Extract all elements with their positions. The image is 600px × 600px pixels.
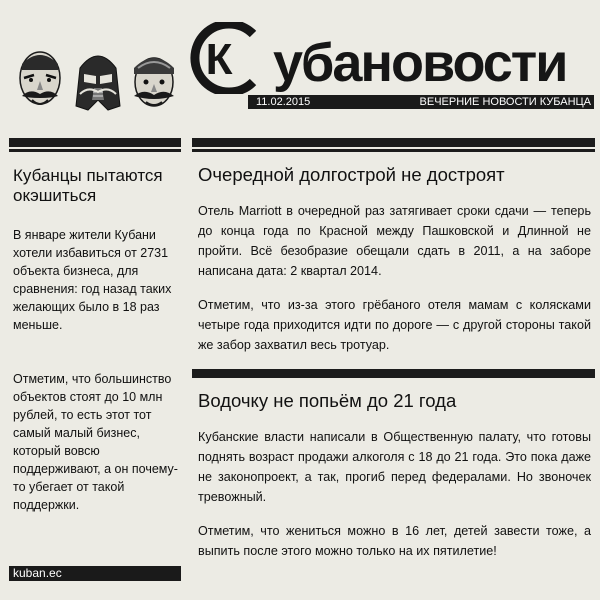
sidebar-body bbox=[13, 226, 183, 514]
brand-letter: К bbox=[205, 35, 233, 84]
article-divider bbox=[192, 369, 595, 378]
sidebar-paragraph: Отметим, что большинство объектов стоят до 10 млн рублей, то есть этот тот самый малый бизнес, который вовсю поддерживают, а он почему-то убегает от такой поддержки. bbox=[13, 372, 178, 512]
column-divider-thin bbox=[192, 149, 595, 152]
brand-name: убановости bbox=[273, 33, 567, 93]
article-headline: Очередной долгострой не достроят bbox=[198, 164, 505, 185]
article-paragraph: Отель Marriott в очередной раз затягивает сроки сдачи — теперь до конца года по Красной между Пашковской и Длинной не пройти. Всё безобразие обещали сдать в 2011, а на заборе написана дата: 2 квартал 2014. bbox=[198, 204, 591, 278]
site-link[interactable]: kuban.ec bbox=[9, 566, 181, 581]
sidebar-headline: Кубанцы пытаются окэшиться bbox=[13, 166, 163, 205]
article-marriott bbox=[192, 163, 595, 355]
sidebar-paragraph: В январе жители Кубани хотели избавиться от 2731 объекта бизнеса, для сравнения: год назад таких желающих было в 18 раз меньше. bbox=[13, 228, 172, 332]
article-alcohol bbox=[192, 389, 595, 561]
main-column bbox=[192, 138, 595, 575]
column-divider bbox=[9, 138, 181, 147]
article-body bbox=[198, 427, 591, 561]
sidebar-column bbox=[9, 138, 181, 550]
cossack-hat-face-icon bbox=[134, 58, 174, 106]
column-divider bbox=[192, 138, 595, 147]
article-body bbox=[198, 201, 591, 355]
cossack-masks-illustration bbox=[14, 48, 182, 114]
article-paragraph: Кубанские власти написали в Общественную палату, что готовы поднять возраст продажи алкоголя с 18 до 21 года. Это пока даже не законопроект, а так, прогиб перед федералами. Но звоночек тревожный. bbox=[198, 430, 591, 504]
article-paragraph: Отметим, что из-за этого грёбаного отеля мамам с колясками четыре года приходится идти по дороге — с другой стороны такой же забор захватил весь тротуар. bbox=[198, 298, 591, 352]
cossack-face-icon bbox=[20, 52, 60, 104]
date-bar bbox=[248, 95, 594, 109]
darth-vader-icon bbox=[76, 56, 120, 110]
article-paragraph: Отметим, что жениться можно в 16 лет, детей завести тоже, а выпить после этого можно только на их пятилетие! bbox=[198, 524, 591, 558]
column-divider-thin bbox=[9, 149, 181, 152]
tagline: ВЕЧЕРНИЕ НОВОСТИ КУБАНЦА bbox=[419, 96, 591, 108]
masthead bbox=[0, 0, 600, 122]
article-headline: Водочку не попьём до 21 года bbox=[198, 390, 457, 411]
brand-circle-icon bbox=[183, 22, 275, 94]
issue-date: 11.02.2015 bbox=[248, 95, 322, 109]
